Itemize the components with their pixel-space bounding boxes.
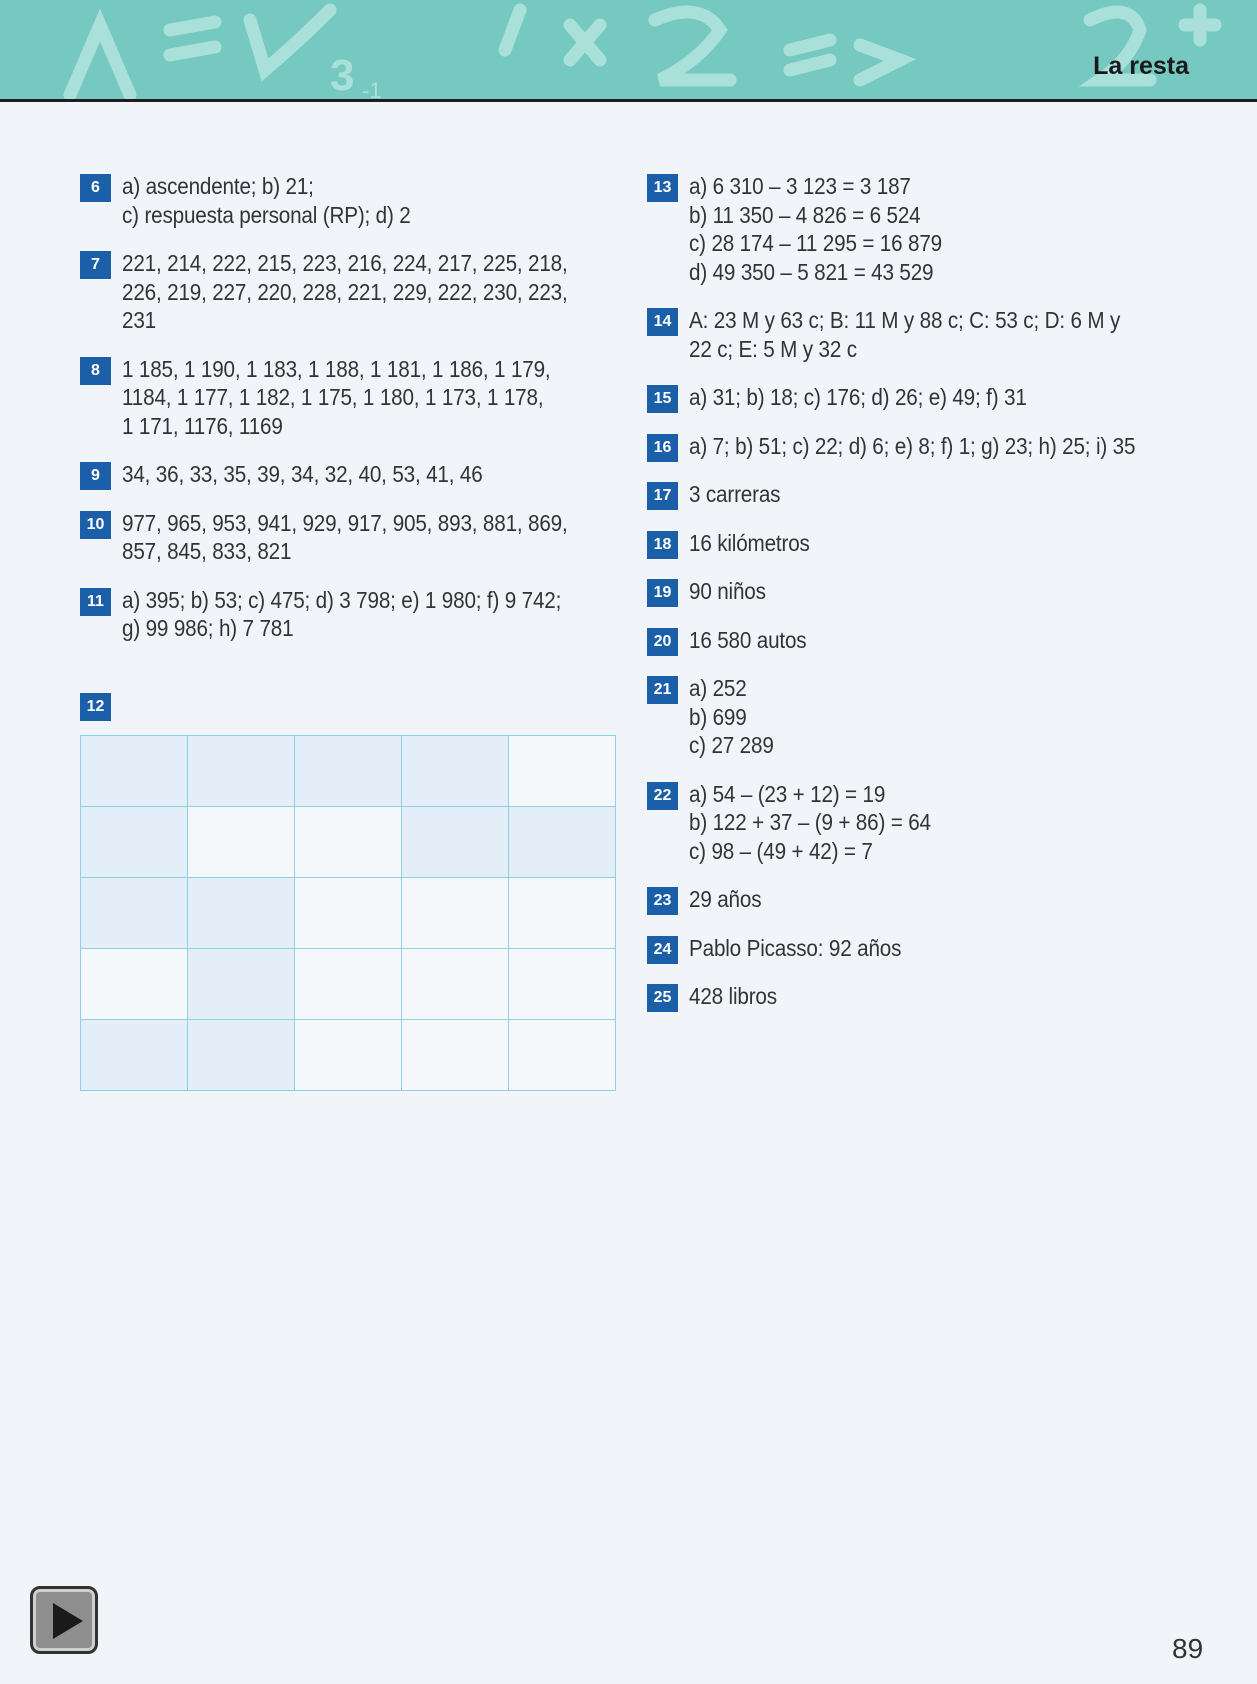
exercise-badge-8: 8 <box>80 357 111 385</box>
grid-cell <box>402 949 509 1020</box>
answer-line: 221, 214, 222, 215, 223, 216, 224, 217, 225, 218, <box>122 250 568 276</box>
exercise-badge-9: 9 <box>80 462 111 490</box>
grid-cell <box>295 949 402 1020</box>
left-column <box>80 172 620 663</box>
answer-text <box>689 172 1204 286</box>
answer-line: a) 31; b) 18; c) 176; d) 26; e) 49; f) 31 <box>689 384 1027 410</box>
answer-text <box>122 509 617 566</box>
answer-line: 22 c; E: 5 M y 32 c <box>689 335 857 362</box>
svg-text:-1: -1 <box>362 78 382 100</box>
answer-line: c) respuesta personal (RP); d) 2 <box>122 201 411 228</box>
grid-cell <box>81 949 188 1020</box>
answer-text <box>689 885 1204 914</box>
grid-cell <box>188 949 295 1020</box>
grid-cell <box>402 807 509 878</box>
page-number: 89 <box>1172 1633 1204 1664</box>
answer-text <box>689 306 1204 363</box>
answer-item-25 <box>647 982 1207 1011</box>
answer-line: b) 699 <box>689 703 747 730</box>
answer-line: b) 122 + 37 – (9 + 86) = 64 <box>689 809 931 835</box>
exercise-badge-6: 6 <box>80 174 111 202</box>
grid-cell <box>509 1020 616 1091</box>
answer-line: 90 niños <box>689 578 766 604</box>
answer-line: d) 49 350 – 5 821 = 43 529 <box>689 258 934 285</box>
exercise-badge-22: 22 <box>647 782 678 810</box>
grid-cell <box>188 878 295 949</box>
play-icon <box>53 1603 83 1639</box>
answer-line: 977, 965, 953, 941, 929, 917, 905, 893, 881, 869, <box>122 509 568 536</box>
answer-line: 231 <box>122 307 156 333</box>
exercise-badge-24: 24 <box>647 936 678 964</box>
answer-line: 1184, 1 177, 1 182, 1 175, 1 180, 1 173, 1 178, <box>122 384 544 410</box>
svg-text:3: 3 <box>330 51 355 100</box>
answer-line: 34, 36, 33, 35, 39, 34, 32, 40, 53, 41, 46 <box>122 461 483 487</box>
answer-line: a) ascendente; b) 21; <box>122 173 314 199</box>
answer-item-7 <box>80 249 620 335</box>
exercise-badge-11: 11 <box>80 588 111 616</box>
play-button[interactable] <box>30 1586 98 1654</box>
answer-line: Pablo Picasso: 92 años <box>689 934 902 961</box>
exercise-badge-10: 10 <box>80 511 111 539</box>
answer-line: 857, 845, 833, 821 <box>122 538 292 564</box>
answer-text <box>689 934 1204 963</box>
answer-line: 1 171, 1176, 1169 <box>122 412 283 439</box>
grid-cell <box>188 807 295 878</box>
answer-text <box>122 460 617 489</box>
exercise-badge-17: 17 <box>647 482 678 510</box>
exercise-badge-14: 14 <box>647 308 678 336</box>
grid-cell <box>295 878 402 949</box>
grid-cell <box>81 878 188 949</box>
answer-item-24 <box>647 934 1207 963</box>
answer-line: 16 580 autos <box>689 626 807 653</box>
grid-cell <box>81 736 188 807</box>
answer-line: c) 98 – (49 + 42) = 7 <box>689 837 873 864</box>
answer-text <box>689 529 1204 558</box>
exercise-badge-21: 21 <box>647 676 678 704</box>
answer-line: 1 185, 1 190, 1 183, 1 188, 1 181, 1 186, 1 179, <box>122 355 551 382</box>
answer-text <box>122 355 617 441</box>
answer-text <box>122 172 617 229</box>
answer-item-23 <box>647 885 1207 914</box>
grid-answer-12 <box>80 735 616 1091</box>
exercise-badge-16: 16 <box>647 434 678 462</box>
answer-item-11 <box>80 586 620 643</box>
answer-item-10 <box>80 509 620 566</box>
answer-line: b) 11 350 – 4 826 = 6 524 <box>689 201 921 228</box>
answer-text <box>689 674 1204 760</box>
answer-item-17 <box>647 480 1207 509</box>
grid-cell <box>402 736 509 807</box>
grid-cell <box>295 807 402 878</box>
exercise-badge-18: 18 <box>647 531 678 559</box>
answer-line: a) 6 310 – 3 123 = 3 187 <box>689 173 911 199</box>
decorative-math-symbols <box>0 0 1257 100</box>
exercise-badge-23: 23 <box>647 887 678 915</box>
exercise-badge-13: 13 <box>647 174 678 202</box>
answer-item-6 <box>80 172 620 229</box>
right-column <box>647 172 1207 1031</box>
answer-item-16 <box>647 432 1207 461</box>
page-header <box>0 0 1257 102</box>
answer-text <box>689 577 1204 606</box>
answer-line: 16 kilómetros <box>689 529 810 556</box>
answer-text <box>689 383 1204 412</box>
grid-cell <box>402 878 509 949</box>
answer-item-9 <box>80 460 620 489</box>
answer-line: a) 395; b) 53; c) 475; d) 3 798; e) 1 980; f) 9 742; <box>122 586 562 613</box>
exercise-badge-20: 20 <box>647 628 678 656</box>
answer-text <box>122 249 617 335</box>
answer-item-15 <box>647 383 1207 412</box>
grid-cell <box>509 878 616 949</box>
grid-cell <box>295 736 402 807</box>
grid-cell <box>509 949 616 1020</box>
answer-line: 3 carreras <box>689 481 781 507</box>
grid-cell <box>81 1020 188 1091</box>
answer-item-8 <box>80 355 620 441</box>
chapter-title: La resta <box>1093 52 1189 80</box>
answer-item-20 <box>647 626 1207 655</box>
answer-item-19 <box>647 577 1207 606</box>
answer-item-22 <box>647 780 1207 866</box>
exercise-badge-25: 25 <box>647 984 678 1012</box>
grid-cell <box>509 807 616 878</box>
answer-text <box>689 982 1204 1011</box>
answer-text <box>689 480 1204 509</box>
answer-item-18 <box>647 529 1207 558</box>
grid-cell <box>295 1020 402 1091</box>
answer-line: 226, 219, 227, 220, 228, 221, 229, 222, 230, 223, <box>122 278 568 305</box>
answer-text <box>689 626 1204 655</box>
answer-line: 29 años <box>689 886 762 912</box>
grid-cell <box>188 736 295 807</box>
answer-line: a) 252 <box>689 675 747 701</box>
answer-line: A: 23 M y 63 c; B: 11 M y 88 c; C: 53 c; D: 6 M y <box>689 307 1121 333</box>
answer-text <box>122 586 617 643</box>
exercise-badge-15: 15 <box>647 385 678 413</box>
answer-text <box>689 432 1204 461</box>
answer-item-13 <box>647 172 1207 286</box>
answer-line: 428 libros <box>689 983 777 1009</box>
exercise-badge-7: 7 <box>80 251 111 279</box>
answer-item-21 <box>647 674 1207 760</box>
answer-line: g) 99 986; h) 7 781 <box>122 615 294 641</box>
answer-line: a) 7; b) 51; c) 22; d) 6; e) 8; f) 1; g) 23; h) 25; i) 35 <box>689 432 1136 459</box>
grid-cell <box>81 807 188 878</box>
answer-line: c) 28 174 – 11 295 = 16 879 <box>689 230 943 256</box>
grid-cell <box>188 1020 295 1091</box>
answer-line: a) 54 – (23 + 12) = 19 <box>689 780 886 807</box>
answer-line: c) 27 289 <box>689 732 774 758</box>
answer-item-14 <box>647 306 1207 363</box>
answer-text <box>689 780 1204 866</box>
grid-cell <box>402 1020 509 1091</box>
exercise-badge-19: 19 <box>647 579 678 607</box>
grid-cell <box>509 736 616 807</box>
exercise-badge-12: 12 <box>80 693 111 721</box>
